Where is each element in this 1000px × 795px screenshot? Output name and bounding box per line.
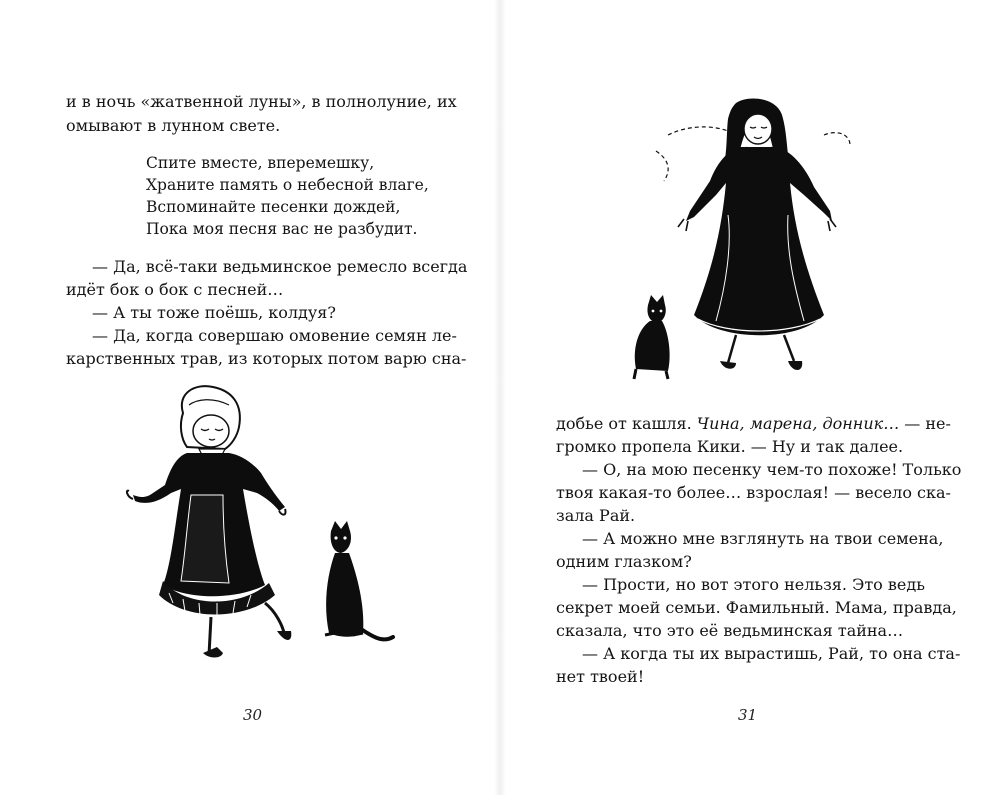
text-line: и в ночь «жатвенной луны», в полнолуние, их [66,92,457,111]
text-line [556,413,951,435]
page-number: 30 [243,706,263,724]
dialogue-line: — А можно мне взглянуть на твои семена, [582,529,944,548]
verse-line: Пока моя песня вас не разбудит. [146,220,418,238]
text-line: громко пропела Кики. — Ну и так далее. [556,437,904,456]
song-lyric: Чина, марена, донник… [696,414,900,433]
page-number: 31 [738,706,758,724]
dialogue-line: — Прости, но вот этого нельзя. Это ведь [582,575,925,594]
text-line: сказала, что это её ведьминская тайна… [556,621,904,640]
verse-line: Спите вместе, вперемешку, [146,154,375,172]
dialogue-line: — Да, всё-таки ведьминское ремесло всегда [92,257,468,276]
dialogue-line: — О, на мою песенку чем-то похоже! Только [582,460,962,479]
text-line: идёт бок о бок с песней… [66,280,284,299]
text-segment: — не- [899,414,951,433]
text-line: нет твоей! [556,667,645,686]
dialogue-line: — А ты тоже поёшь, колдуя? [92,303,336,322]
text-segment: добье от кашля. [556,414,697,433]
girl-with-cat-illustration [125,385,405,685]
verse-line: Вспоминайте песенки дождей, [146,198,401,216]
verse-line: Храните память о небесной влаге, [146,176,429,194]
text-line: твоя какая-то более… взрослая! — весело ска- [556,483,951,502]
dialogue-line: — Да, когда совершаю омовение семян ле- [92,326,457,345]
dialogue-line: — А когда ты их вырастишь, Рай, то она ста- [582,644,961,663]
text-line: зала Рай. [556,506,636,525]
witch-with-cat-illustration [628,95,868,395]
text-line: секрет моей семьи. Фамильный. Мама, правда, [556,598,957,617]
text-line: одним глазком? [556,552,692,571]
text-line: карственных трав, из которых потом варю сна- [66,349,467,368]
right-page [500,0,1000,795]
text-line: омывают в лунном свете. [66,116,281,135]
